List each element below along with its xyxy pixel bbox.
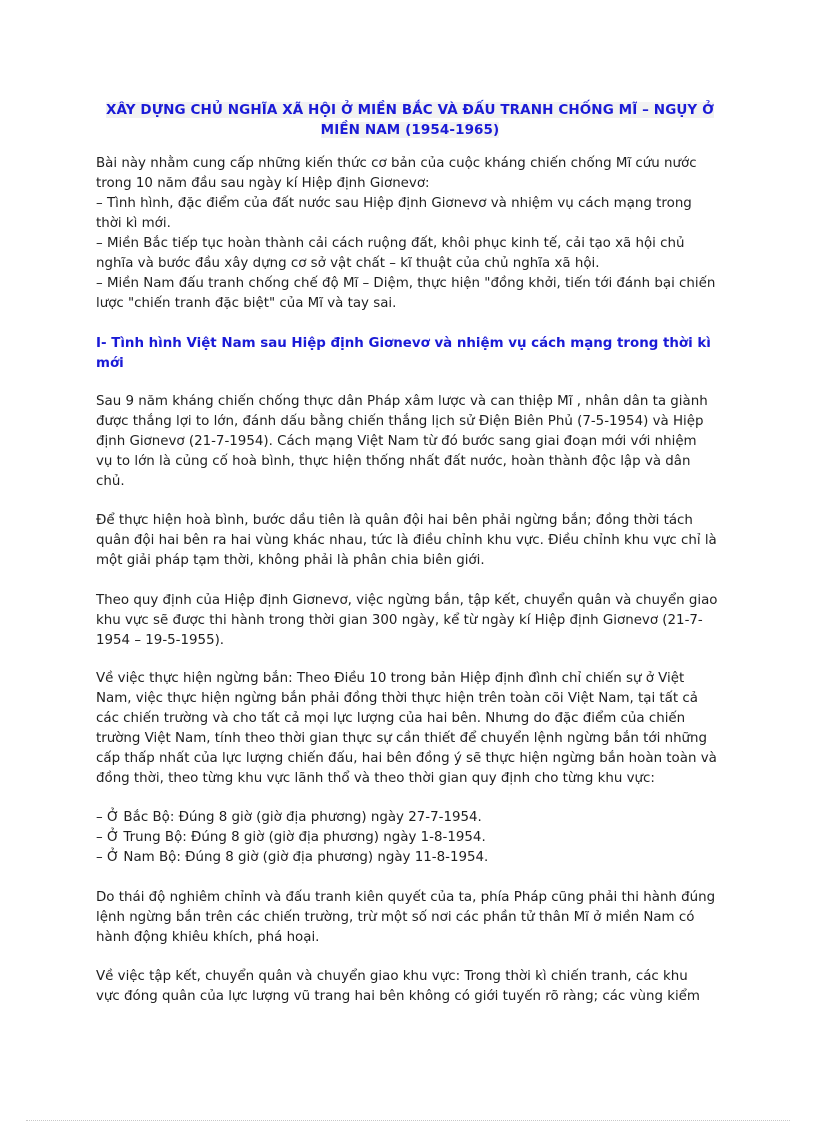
paragraph-1 <box>96 392 732 492</box>
section-heading <box>96 334 732 374</box>
paragraph-6 <box>96 888 732 948</box>
text-line: – Miền Bắc tiếp tục hoàn thành cải cách ruộng đất, khôi phục kinh tế, cải tạo xã hội chủ <box>96 236 685 251</box>
text-line: vực đóng quân của lực lượng vũ trang hai bên không có giới tuyến rõ ràng; các vùng kiểm <box>96 989 700 1004</box>
text-line: chủ. <box>96 474 125 489</box>
title-line-1: XÂY DỰNG CHỦ NGHĨA XÃ HỘI Ở MIỀN BẮC VÀ ĐẤU TRANH CHỐNG MĨ – NGỤY Ở <box>105 102 715 118</box>
ceasefire-list <box>96 808 732 868</box>
paragraph-3 <box>96 591 732 651</box>
text-line: quân đội hai bên ra hai vùng khác nhau, tức là điều chỉnh khu vực. Điều chỉnh khu vực chỉ là <box>96 533 717 548</box>
text-line: được thắng lợi to lớn, đánh dấu bằng chiến thắng lịch sử Điện Biên Phủ (7-5-1954) và Hiệp <box>96 414 704 429</box>
paragraph-7 <box>96 967 732 1007</box>
text-line: hành động khiêu khích, phá hoại. <box>96 930 320 945</box>
intro-paragraph <box>96 154 732 314</box>
text-line: trong 10 năm đầu sau ngày kí Hiệp định Giơnevơ: <box>96 176 430 191</box>
heading-line: I- Tình hình Việt Nam sau Hiệp định Giơnevơ và nhiệm vụ cách mạng trong thời kì <box>96 336 711 351</box>
paragraph-4 <box>96 669 732 789</box>
text-line: Về việc thực hiện ngừng bắn: Theo Điều 10 trong bản Hiệp định đình chỉ chiến sự ở Việt <box>96 671 685 686</box>
list-item: – Ở Bắc Bộ: Đúng 8 giờ (giờ địa phương) ngày 27-7-1954. <box>96 810 482 825</box>
text-line: vụ to lớn là củng cố hoà bình, thực hiện thống nhất đất nước, hoàn thành độc lập và dân <box>96 454 691 469</box>
document-title <box>80 100 740 140</box>
text-line: Để thực hiện hoà bình, bước dầu tiên là quân đội hai bên phải ngừng bắn; đồng thời tách <box>96 513 693 528</box>
text-line: Do thái độ nghiêm chỉnh và đấu tranh kiên quyết của ta, phía Pháp cũng phải thi hành đúng <box>96 890 716 905</box>
heading-line: mới <box>96 356 124 371</box>
text-line: Về việc tập kết, chuyển quân và chuyển giao khu vực: Trong thời kì chiến tranh, các khu <box>96 969 688 984</box>
text-line: lệnh ngừng bắn trên các chiến trường, trừ một số nơi các phần tử thân Mĩ ở miền Nam có <box>96 910 695 925</box>
text-line: các chiến trường và cho tất cả mọi lực lượng của hai bên. Nhưng do đặc điểm của chiến <box>96 711 686 726</box>
text-line: – Tình hình, đặc điểm của đất nước sau Hiệp định Giơnevơ và nhiệm vụ cách mạng trong <box>96 196 692 211</box>
page-bottom-divider <box>26 1120 790 1121</box>
text-line: khu vực sẽ được thi hành trong thời gian 300 ngày, kể từ ngày kí Hiệp định Giơnevơ (21-7- <box>96 613 703 628</box>
text-line: nghĩa và bước đầu xây dựng cơ sở vật chất – kĩ thuật của chủ nghĩa xã hội. <box>96 256 600 271</box>
text-line: 1954 – 19-5-1955). <box>96 633 225 648</box>
text-line: cấp thấp nhất của lực lượng chiến đấu, hai bên đồng ý sẽ thực hiện ngừng bắn hoàn toàn và <box>96 751 717 766</box>
text-line: Theo quy định của Hiệp định Giơnevơ, việc ngừng bắn, tập kết, chuyển quân và chuyển giao <box>96 593 718 608</box>
title-line-2: MIỀN NAM (1954-1965) <box>320 122 500 138</box>
text-line: – Miền Nam đấu tranh chống chế độ Mĩ – Diệm, thực hiện "đồng khởi, tiến tới đánh bại chiến <box>96 276 716 291</box>
text-line: đồng thời, theo từng khu vực lãnh thổ và theo thời gian quy định cho từng khu vực: <box>96 771 655 786</box>
text-line: Bài này nhằm cung cấp những kiến thức cơ bản của cuộc kháng chiến chống Mĩ cứu nước <box>96 156 697 171</box>
text-line: trường Việt Nam, tính theo thời gian thực sự cần thiết để chuyển lệnh ngừng bắn tới những <box>96 731 708 746</box>
list-item: – Ở Trung Bộ: Đúng 8 giờ (giờ địa phương) ngày 1-8-1954. <box>96 830 486 845</box>
list-item: – Ở Nam Bộ: Đúng 8 giờ (giờ địa phương) ngày 11-8-1954. <box>96 850 489 865</box>
text-line: một giải pháp tạm thời, không phải là phân chia biên giới. <box>96 553 485 568</box>
text-line: định Giơnevơ (21-7-1954). Cách mạng Việt Nam từ đó bước sang giai đoạn mới với nhiệm <box>96 434 697 449</box>
paragraph-2 <box>96 511 732 571</box>
text-line: Nam, việc thực hiện ngừng bắn phải đồng thời thực hiện trên toàn cõi Việt Nam, tại tất cả <box>96 691 698 706</box>
text-line: lược "chiến tranh đặc biệt" của Mĩ và tay sai. <box>96 296 397 311</box>
text-line: thời kì mới. <box>96 216 171 231</box>
text-line: Sau 9 năm kháng chiến chống thực dân Pháp xâm lược và can thiệp Mĩ , nhân dân ta giành <box>96 394 708 409</box>
